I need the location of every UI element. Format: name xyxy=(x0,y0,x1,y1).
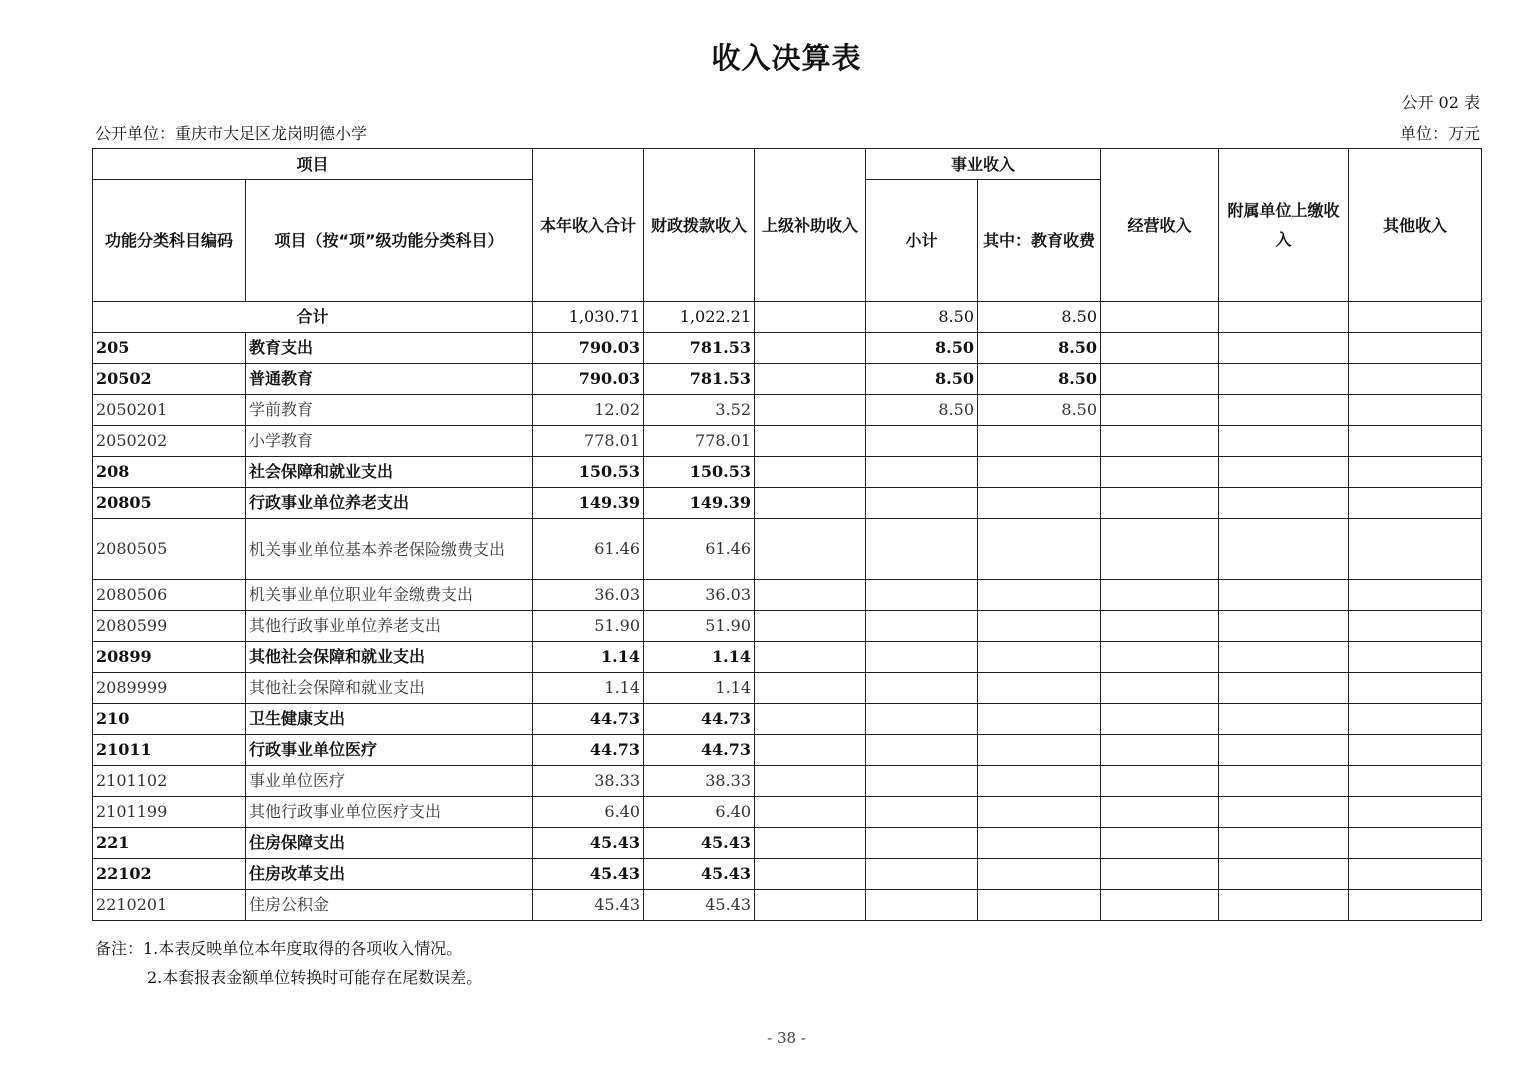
table-row xyxy=(93,364,1482,395)
row-fiscal: 6.40 xyxy=(644,797,755,828)
row-total: 45.43 xyxy=(533,828,644,859)
row-code: 20899 xyxy=(93,642,246,673)
table-row xyxy=(93,457,1482,488)
row-operating xyxy=(1101,488,1219,519)
row-fiscal: 36.03 xyxy=(644,580,755,611)
row-total: 6.40 xyxy=(533,797,644,828)
row-affiliated xyxy=(1219,828,1349,859)
row-superior xyxy=(755,519,866,580)
row-total: 44.73 xyxy=(533,704,644,735)
form-number: 公开 02 表 xyxy=(1401,93,1480,112)
row-other xyxy=(1349,611,1482,642)
row-name: 住房保障支出 xyxy=(246,828,533,859)
table-row xyxy=(93,519,1482,580)
row-superior xyxy=(755,735,866,766)
row-superior xyxy=(755,766,866,797)
row-name: 小学教育 xyxy=(246,426,533,457)
row-superior xyxy=(755,673,866,704)
row-total: 44.73 xyxy=(533,735,644,766)
table-row xyxy=(93,704,1482,735)
row-superior xyxy=(755,395,866,426)
row-affiliated xyxy=(1219,488,1349,519)
row-other xyxy=(1349,859,1482,890)
row-edu-fee xyxy=(978,457,1101,488)
row-affiliated xyxy=(1219,364,1349,395)
row-fiscal: 781.53 xyxy=(644,364,755,395)
row-superior xyxy=(755,890,866,921)
row-code: 20805 xyxy=(93,488,246,519)
row-other xyxy=(1349,488,1482,519)
row-other xyxy=(1349,395,1482,426)
row-subtotal xyxy=(866,457,978,488)
row-operating xyxy=(1101,735,1219,766)
row-superior xyxy=(755,642,866,673)
row-fiscal: 3.52 xyxy=(644,395,755,426)
row-subtotal xyxy=(866,611,978,642)
row-code: 210 xyxy=(93,704,246,735)
row-operating xyxy=(1101,519,1219,580)
row-total: 149.39 xyxy=(533,488,644,519)
row-superior xyxy=(755,426,866,457)
notes xyxy=(95,934,482,992)
total-edu-fee: 8.50 xyxy=(978,302,1101,333)
row-name: 社会保障和就业支出 xyxy=(246,457,533,488)
table-row xyxy=(93,766,1482,797)
row-fiscal: 150.53 xyxy=(644,457,755,488)
row-code: 2080505 xyxy=(93,519,246,580)
row-code: 221 xyxy=(93,828,246,859)
row-operating xyxy=(1101,395,1219,426)
row-edu-fee: 8.50 xyxy=(978,364,1101,395)
row-other xyxy=(1349,890,1482,921)
row-total: 12.02 xyxy=(533,395,644,426)
row-operating xyxy=(1101,890,1219,921)
row-edu-fee xyxy=(978,735,1101,766)
row-name: 其他社会保障和就业支出 xyxy=(246,642,533,673)
row-code: 2080506 xyxy=(93,580,246,611)
row-other xyxy=(1349,642,1482,673)
row-name: 事业单位医疗 xyxy=(246,766,533,797)
row-superior xyxy=(755,364,866,395)
row-other xyxy=(1349,580,1482,611)
row-other xyxy=(1349,828,1482,859)
row-code: 2080599 xyxy=(93,611,246,642)
row-other xyxy=(1349,704,1482,735)
row-code: 22102 xyxy=(93,859,246,890)
row-edu-fee xyxy=(978,611,1101,642)
row-subtotal xyxy=(866,642,978,673)
row-code: 2101102 xyxy=(93,766,246,797)
header-code: 功能分类科目编码 xyxy=(93,180,246,302)
row-subtotal xyxy=(866,735,978,766)
table-row xyxy=(93,642,1482,673)
row-other xyxy=(1349,333,1482,364)
income-table xyxy=(92,148,1482,921)
row-edu-fee xyxy=(978,704,1101,735)
row-edu-fee xyxy=(978,859,1101,890)
note-2: 2.本套报表金额单位转换时可能存在尾数误差。 xyxy=(147,968,483,987)
row-subtotal: 8.50 xyxy=(866,364,978,395)
header-affiliated: 附属单位上缴收入 xyxy=(1219,149,1349,302)
row-name: 卫生健康支出 xyxy=(246,704,533,735)
row-other xyxy=(1349,457,1482,488)
row-name: 住房改革支出 xyxy=(246,859,533,890)
row-edu-fee xyxy=(978,673,1101,704)
row-other xyxy=(1349,797,1482,828)
row-fiscal: 778.01 xyxy=(644,426,755,457)
row-operating xyxy=(1101,364,1219,395)
row-affiliated xyxy=(1219,642,1349,673)
row-fiscal: 44.73 xyxy=(644,704,755,735)
row-other xyxy=(1349,735,1482,766)
row-total: 778.01 xyxy=(533,426,644,457)
row-fiscal: 149.39 xyxy=(644,488,755,519)
row-edu-fee xyxy=(978,580,1101,611)
row-superior xyxy=(755,333,866,364)
row-total: 45.43 xyxy=(533,859,644,890)
row-total: 790.03 xyxy=(533,364,644,395)
row-superior xyxy=(755,704,866,735)
row-subtotal xyxy=(866,766,978,797)
row-operating xyxy=(1101,611,1219,642)
row-affiliated xyxy=(1219,426,1349,457)
row-affiliated xyxy=(1219,611,1349,642)
row-code: 208 xyxy=(93,457,246,488)
row-code: 2050202 xyxy=(93,426,246,457)
row-code: 2050201 xyxy=(93,395,246,426)
row-fiscal: 1.14 xyxy=(644,673,755,704)
row-name: 教育支出 xyxy=(246,333,533,364)
row-subtotal xyxy=(866,859,978,890)
row-fiscal: 44.73 xyxy=(644,735,755,766)
table-row xyxy=(93,673,1482,704)
row-operating xyxy=(1101,828,1219,859)
row-operating xyxy=(1101,704,1219,735)
row-name: 其他行政事业单位医疗支出 xyxy=(246,797,533,828)
row-total: 790.03 xyxy=(533,333,644,364)
row-edu-fee xyxy=(978,890,1101,921)
row-superior xyxy=(755,457,866,488)
row-code: 205 xyxy=(93,333,246,364)
row-subtotal xyxy=(866,519,978,580)
header-subtotal: 小计 xyxy=(866,180,978,302)
row-fiscal: 45.43 xyxy=(644,890,755,921)
total-superior xyxy=(755,302,866,333)
row-subtotal xyxy=(866,704,978,735)
total-affiliated xyxy=(1219,302,1349,333)
table-row xyxy=(93,395,1482,426)
total-row xyxy=(93,302,1482,333)
row-affiliated xyxy=(1219,735,1349,766)
row-affiliated xyxy=(1219,890,1349,921)
total-fiscal: 1,022.21 xyxy=(644,302,755,333)
row-affiliated xyxy=(1219,704,1349,735)
row-subtotal: 8.50 xyxy=(866,333,978,364)
row-name: 机关事业单位基本养老保险缴费支出 xyxy=(246,519,533,580)
table-row xyxy=(93,797,1482,828)
row-subtotal xyxy=(866,580,978,611)
row-edu-fee xyxy=(978,642,1101,673)
note-1: 备注：1.本表反映单位本年度取得的各项收入情况。 xyxy=(95,939,463,958)
table-row xyxy=(93,828,1482,859)
table-row xyxy=(93,611,1482,642)
header-total: 本年收入合计 xyxy=(533,149,644,302)
row-name: 其他社会保障和就业支出 xyxy=(246,673,533,704)
row-superior xyxy=(755,488,866,519)
row-edu-fee: 8.50 xyxy=(978,333,1101,364)
row-fiscal: 61.46 xyxy=(644,519,755,580)
row-subtotal xyxy=(866,488,978,519)
row-superior xyxy=(755,611,866,642)
header-item: 项目 xyxy=(93,149,533,180)
row-affiliated xyxy=(1219,395,1349,426)
row-code: 2101199 xyxy=(93,797,246,828)
row-operating xyxy=(1101,426,1219,457)
row-fiscal: 781.53 xyxy=(644,333,755,364)
row-edu-fee xyxy=(978,519,1101,580)
row-subtotal xyxy=(866,673,978,704)
row-operating xyxy=(1101,673,1219,704)
row-name: 学前教育 xyxy=(246,395,533,426)
row-other xyxy=(1349,364,1482,395)
row-total: 1.14 xyxy=(533,673,644,704)
row-code: 2210201 xyxy=(93,890,246,921)
row-affiliated xyxy=(1219,457,1349,488)
row-edu-fee xyxy=(978,488,1101,519)
row-subtotal xyxy=(866,426,978,457)
row-fiscal: 45.43 xyxy=(644,828,755,859)
row-other xyxy=(1349,673,1482,704)
header-superior: 上级补助收入 xyxy=(755,149,866,302)
row-name: 行政事业单位养老支出 xyxy=(246,488,533,519)
table-row xyxy=(93,890,1482,921)
row-affiliated xyxy=(1219,580,1349,611)
total-subtotal: 8.50 xyxy=(866,302,978,333)
row-edu-fee xyxy=(978,426,1101,457)
row-superior xyxy=(755,797,866,828)
row-affiliated xyxy=(1219,519,1349,580)
row-edu-fee xyxy=(978,828,1101,859)
total-operating xyxy=(1101,302,1219,333)
row-total: 45.43 xyxy=(533,890,644,921)
table-body xyxy=(93,333,1482,921)
header-operating: 经营收入 xyxy=(1101,149,1219,302)
header-other: 其他收入 xyxy=(1349,149,1482,302)
row-fiscal: 45.43 xyxy=(644,859,755,890)
header-edu-fee: 其中：教育收费 xyxy=(978,180,1101,302)
row-total: 61.46 xyxy=(533,519,644,580)
row-operating xyxy=(1101,642,1219,673)
row-subtotal xyxy=(866,797,978,828)
page-number: - 38 - xyxy=(767,1029,806,1047)
total-total: 1,030.71 xyxy=(533,302,644,333)
header-business-income: 事业收入 xyxy=(866,149,1101,180)
row-name: 住房公积金 xyxy=(246,890,533,921)
row-edu-fee xyxy=(978,766,1101,797)
table-row xyxy=(93,333,1482,364)
row-operating xyxy=(1101,766,1219,797)
row-affiliated xyxy=(1219,797,1349,828)
row-total: 36.03 xyxy=(533,580,644,611)
row-name: 普通教育 xyxy=(246,364,533,395)
row-fiscal: 1.14 xyxy=(644,642,755,673)
row-superior xyxy=(755,828,866,859)
row-total: 1.14 xyxy=(533,642,644,673)
row-operating xyxy=(1101,580,1219,611)
row-total: 38.33 xyxy=(533,766,644,797)
currency-unit: 单位：万元 xyxy=(1399,124,1480,143)
table-row xyxy=(93,426,1482,457)
row-fiscal: 51.90 xyxy=(644,611,755,642)
page-title: 收入决算表 xyxy=(711,41,862,75)
row-affiliated xyxy=(1219,333,1349,364)
row-other xyxy=(1349,426,1482,457)
row-operating xyxy=(1101,457,1219,488)
total-label: 合计 xyxy=(93,302,533,333)
total-other xyxy=(1349,302,1482,333)
row-code: 20502 xyxy=(93,364,246,395)
row-total: 150.53 xyxy=(533,457,644,488)
row-code: 2089999 xyxy=(93,673,246,704)
row-operating xyxy=(1101,333,1219,364)
row-name: 其他行政事业单位养老支出 xyxy=(246,611,533,642)
row-fiscal: 38.33 xyxy=(644,766,755,797)
row-code: 21011 xyxy=(93,735,246,766)
table-row xyxy=(93,735,1482,766)
row-subtotal xyxy=(866,828,978,859)
row-edu-fee: 8.50 xyxy=(978,395,1101,426)
header-name: 项目（按“项”级功能分类科目） xyxy=(246,180,533,302)
row-subtotal: 8.50 xyxy=(866,395,978,426)
row-affiliated xyxy=(1219,766,1349,797)
row-operating xyxy=(1101,859,1219,890)
row-affiliated xyxy=(1219,859,1349,890)
row-superior xyxy=(755,580,866,611)
row-total: 51.90 xyxy=(533,611,644,642)
table-row xyxy=(93,488,1482,519)
row-superior xyxy=(755,859,866,890)
row-edu-fee xyxy=(978,797,1101,828)
row-subtotal xyxy=(866,890,978,921)
row-affiliated xyxy=(1219,673,1349,704)
reporting-unit: 公开单位：重庆市大足区龙岗明德小学 xyxy=(95,124,368,143)
table-row xyxy=(93,859,1482,890)
row-operating xyxy=(1101,797,1219,828)
row-other xyxy=(1349,519,1482,580)
header-fiscal: 财政拨款收入 xyxy=(644,149,755,302)
row-other xyxy=(1349,766,1482,797)
row-name: 机关事业单位职业年金缴费支出 xyxy=(246,580,533,611)
table-row xyxy=(93,580,1482,611)
row-name: 行政事业单位医疗 xyxy=(246,735,533,766)
